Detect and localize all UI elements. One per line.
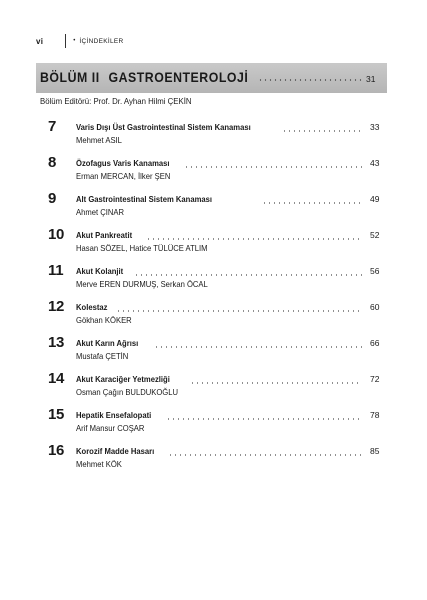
- chapter-page[interactable]: 56: [370, 266, 380, 276]
- chapter-title[interactable]: Akut Karaciğer Yetmezliği: [76, 374, 170, 384]
- chapter-title[interactable]: Korozif Madde Hasarı: [76, 446, 155, 456]
- header-title: İÇİNDEKİLER: [79, 37, 124, 45]
- leader-dots: [154, 346, 362, 348]
- leader-dots: [184, 166, 362, 168]
- chapter-title[interactable]: Akut Pankreatit: [76, 230, 133, 240]
- chapter-title[interactable]: Akut Karın Ağrısı: [76, 338, 139, 348]
- chapter-page[interactable]: 43: [370, 158, 380, 168]
- section-leader-dots: [258, 79, 362, 81]
- chapter-page[interactable]: 72: [370, 374, 380, 384]
- chapter-title[interactable]: Varis Dışı Üst Gastrointestinal Sistem Kanaması: [76, 122, 251, 132]
- toc-entry[interactable]: [0, 226, 427, 260]
- leader-dots: [282, 130, 362, 132]
- leader-dots: [168, 454, 362, 456]
- chapter-title[interactable]: Hepatik Ensefalopati: [76, 410, 152, 420]
- toc-entry[interactable]: [0, 190, 427, 224]
- toc-entry[interactable]: [0, 262, 427, 296]
- leader-dots: [146, 238, 362, 240]
- chapter-authors: Mehmet KÖK: [76, 459, 122, 469]
- chapter-page[interactable]: 52: [370, 230, 380, 240]
- page-number: vi: [36, 36, 44, 46]
- toc-entry[interactable]: [0, 406, 427, 440]
- chapter-authors: Mehmet ASIL: [76, 135, 122, 145]
- leader-dots: [134, 274, 362, 276]
- chapter-page[interactable]: 85: [370, 446, 380, 456]
- toc-entry[interactable]: [0, 118, 427, 152]
- chapter-number: 16: [48, 442, 65, 459]
- toc-entry[interactable]: [0, 442, 427, 476]
- chapter-authors: Mustafa ÇETİN: [76, 351, 129, 361]
- chapter-number: 13: [48, 334, 65, 351]
- chapter-number: 15: [48, 406, 65, 423]
- section-page-number: 31: [366, 74, 376, 84]
- chapter-authors: Erman MERCAN, İlker ŞEN: [76, 171, 171, 181]
- chapter-page[interactable]: 60: [370, 302, 380, 312]
- chapter-title[interactable]: Özofagus Varis Kanaması: [76, 158, 170, 168]
- toc-entry[interactable]: [0, 334, 427, 368]
- chapter-number: 11: [48, 262, 64, 279]
- leader-dots: [166, 418, 362, 420]
- chapter-number: 8: [48, 154, 57, 171]
- chapter-number: 7: [48, 118, 57, 135]
- toc-entry[interactable]: [0, 154, 427, 188]
- section-name: GASTROENTEROLOJİ: [108, 69, 249, 85]
- chapter-page[interactable]: 78: [370, 410, 380, 420]
- section-title: [40, 69, 248, 85]
- section-part: BÖLÜM II: [40, 69, 100, 85]
- chapter-title[interactable]: Alt Gastrointestinal Sistem Kanaması: [76, 194, 213, 204]
- leader-dots: [262, 202, 362, 204]
- chapter-number: 12: [48, 298, 65, 315]
- chapter-authors: Ahmet ÇINAR: [76, 207, 125, 217]
- toc-entry[interactable]: [0, 298, 427, 332]
- chapter-title[interactable]: Kolestaz: [76, 302, 108, 312]
- section-editor: Bölüm Editörü: Prof. Dr. Ayhan Hilmi ÇEKİN: [40, 96, 192, 106]
- toc-entry[interactable]: [0, 370, 427, 404]
- chapter-page[interactable]: 33: [370, 122, 380, 132]
- chapter-title[interactable]: Akut Kolanjit: [76, 266, 124, 276]
- leader-dots: [116, 310, 362, 312]
- chapter-number: 14: [48, 370, 65, 387]
- chapter-authors: Gökhan KÖKER: [76, 315, 132, 325]
- chapter-authors: Hasan SÖZEL, Hatice TÜLÜCE ATLIM: [76, 243, 208, 253]
- chapter-page[interactable]: 66: [370, 338, 380, 348]
- chapter-authors: Merve EREN DURMUŞ, Serkan ÖCAL: [76, 279, 208, 289]
- header-divider: [65, 34, 66, 48]
- chapter-number: 10: [48, 226, 65, 243]
- running-header: [36, 34, 124, 48]
- leader-dots: [190, 382, 362, 384]
- chapter-authors: Arif Mansur COŞAR: [76, 423, 145, 433]
- chapter-authors: Osman Çağın BULDUKOĞLU: [76, 387, 179, 397]
- chapter-page[interactable]: 49: [370, 194, 380, 204]
- header-bullet: •: [73, 38, 76, 44]
- chapter-number: 9: [48, 190, 57, 207]
